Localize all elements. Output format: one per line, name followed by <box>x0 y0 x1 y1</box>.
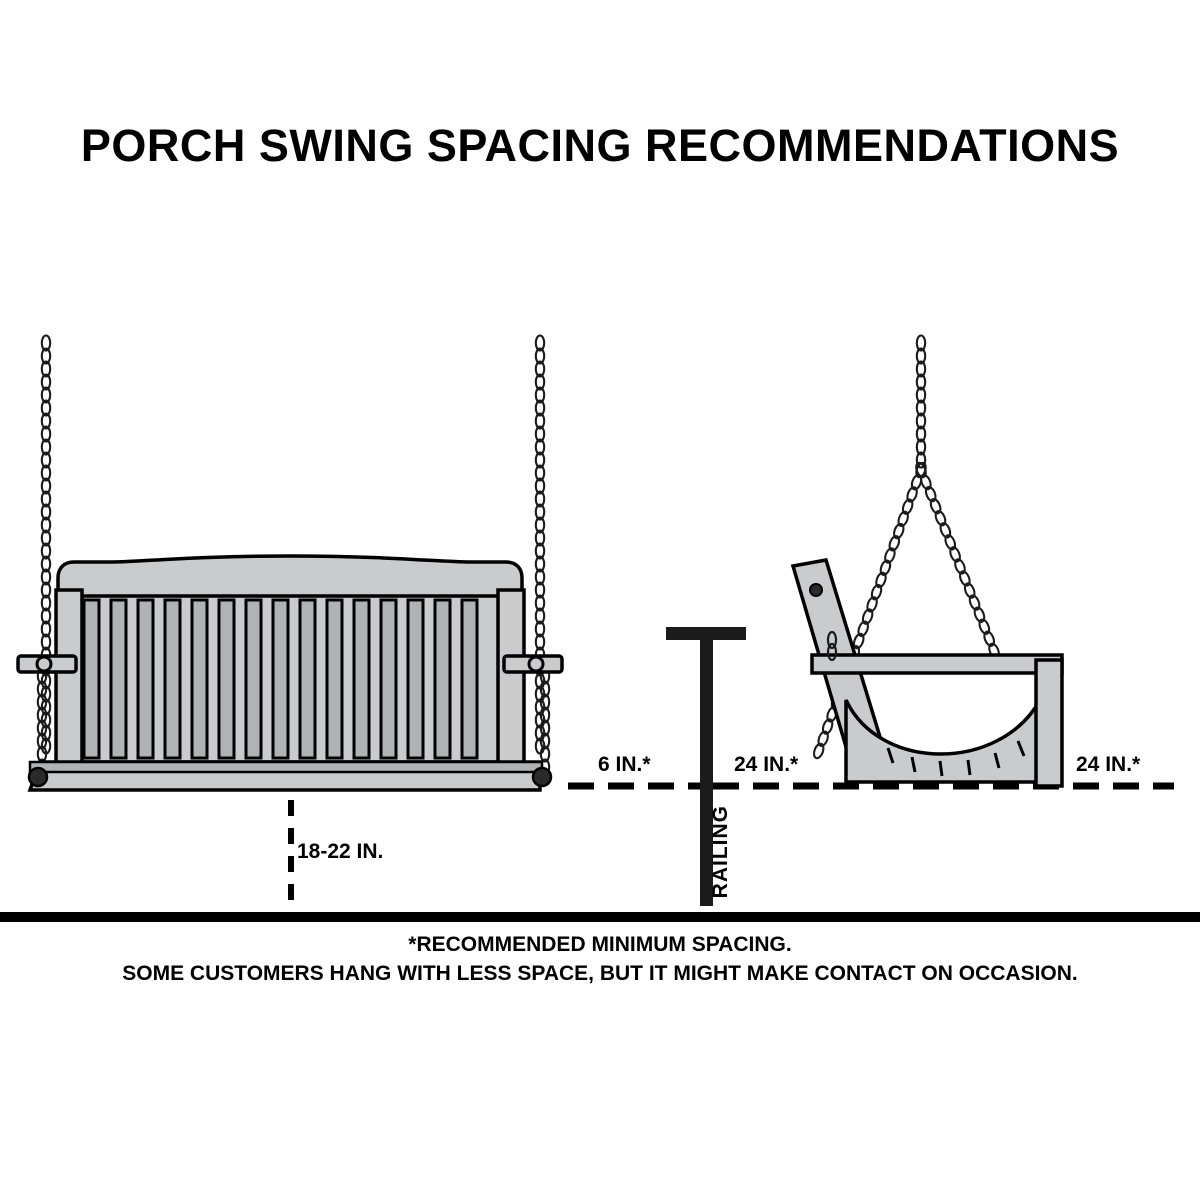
swing-front-body <box>18 556 562 790</box>
dimension-label-rail-clearance: 6 IN.* <box>598 753 651 776</box>
page-title: PORCH SWING SPACING RECOMMENDATIONS <box>80 120 1120 171</box>
footer-line-2: SOME CUSTOMERS HANG WITH LESS SPACE, BUT IT MIGHT MAKE CONTACT ON OCCASION. <box>122 962 1078 985</box>
dimension-label-front-clearance: 24 IN.* <box>734 753 799 776</box>
dimension-label-seat-height: 18-22 IN. <box>297 840 384 863</box>
chain-front-left <box>38 336 50 775</box>
chain-side-top <box>917 336 925 468</box>
front-view-group <box>18 336 562 906</box>
chain-front-right <box>536 336 549 775</box>
chain-side-left <box>914 461 1000 659</box>
side-view-group <box>793 336 1062 787</box>
footer-note <box>0 930 1200 988</box>
dimension-label-back-clearance: 24 IN.* <box>1076 753 1141 776</box>
footer-line-1: *RECOMMENDED MINIMUM SPACING. <box>408 933 792 956</box>
railing-label: RAILING <box>709 805 732 899</box>
footer-divider <box>0 912 1200 922</box>
